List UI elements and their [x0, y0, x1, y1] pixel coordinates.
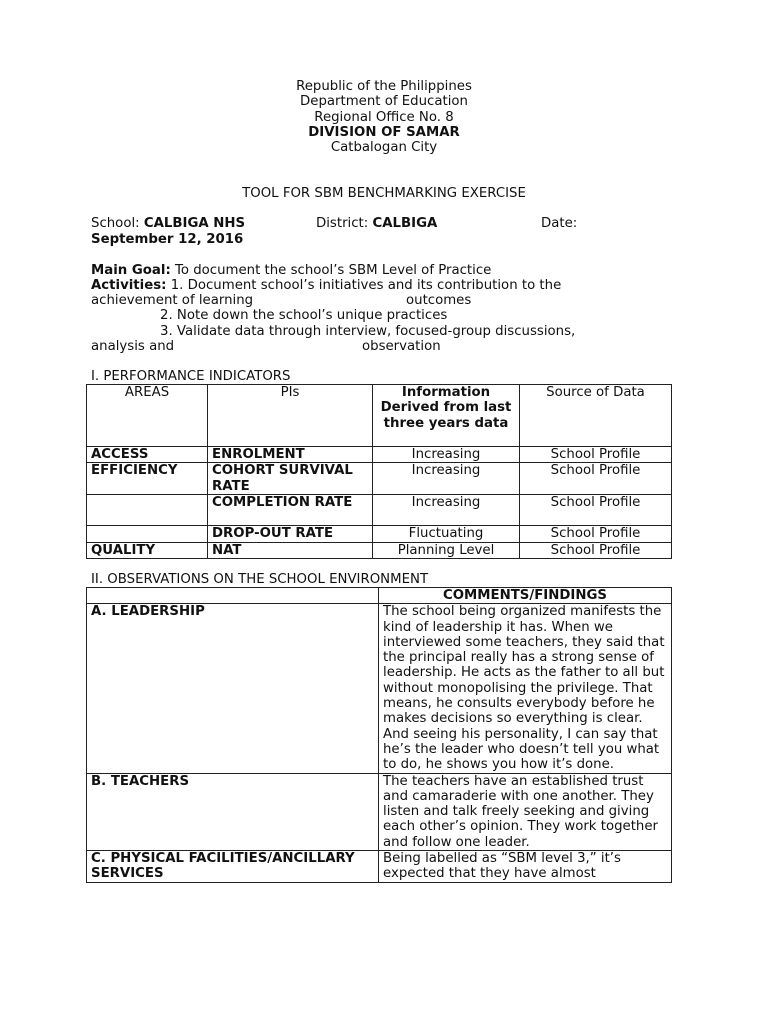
header-city: Catbalogan City [330, 140, 438, 155]
header-republic: Republic of the Philippines [296, 79, 472, 94]
observation-area: C. PHYSICAL FACILITIES/ANCILLARY SERVICES [87, 851, 379, 883]
area-cell: ACCESS [87, 447, 208, 463]
school-field [91, 216, 245, 231]
source-cell: School Profile [520, 526, 672, 542]
pi-cell: NAT [208, 542, 373, 558]
district-label: District: [316, 216, 373, 231]
header-division: DIVISION OF SAMAR [308, 125, 460, 140]
source-cell: School Profile [520, 463, 672, 495]
observation-finding: The school being organized manifests the kind of leadership it has. When we interviewed some teachers, they said that the principal really has a strong sense of leadership. He acts as the father to all but without monopolising the privilege. That means, he consults everybody before he makes decisions so everything is clear. And seeing his personality, I can say that he’s the leader who doesn’t tell you what to do, he shows you how it’s done. [379, 604, 672, 773]
info-cell: Increasing [373, 463, 520, 495]
table-header-row [87, 385, 672, 447]
header-information: Information Derived from last three years data [373, 385, 520, 447]
observation-finding: The teachers have an established trust and camaraderie with one another. They listen and talk freely seeking and giving each other’s opinion. They work together and follow one leader. [379, 773, 672, 850]
date-value: September 12, 2016 [91, 232, 244, 247]
header-comments: COMMENTS/FINDINGS [379, 588, 672, 604]
source-cell: School Profile [520, 447, 672, 463]
activity-1-end: outcomes [406, 293, 472, 308]
table-row [87, 851, 672, 883]
section-1-heading: I. PERFORMANCE INDICATORS [91, 369, 291, 384]
activity-2: 2. Note down the school’s unique practices [160, 308, 448, 323]
observation-finding: Being labelled as “SBM level 3,” it’s expected that they have almost [379, 851, 672, 883]
header-department: Department of Education [300, 94, 468, 109]
pi-cell: ENROLMENT [208, 447, 373, 463]
performance-indicators-table [86, 384, 672, 559]
header-blank [87, 588, 379, 604]
pi-cell: DROP-OUT RATE [208, 526, 373, 542]
info-cell: Planning Level [373, 542, 520, 558]
header-source: Source of Data [520, 385, 672, 447]
district-value: CALBIGA [372, 216, 438, 231]
header-areas: AREAS [87, 385, 208, 447]
pi-cell: COHORT SURVIVAL RATE [208, 463, 373, 495]
source-cell: School Profile [520, 542, 672, 558]
table-row [87, 526, 672, 542]
district-field [316, 216, 437, 231]
activity-3-end: observation [362, 339, 441, 354]
info-cell: Fluctuating [373, 526, 520, 542]
pi-cell: COMPLETION RATE [208, 495, 373, 526]
header-regional-office: Regional Office No. 8 [314, 110, 454, 125]
header-pis: PIs [208, 385, 373, 447]
observations-table [86, 587, 672, 883]
main-goal [91, 263, 491, 278]
activity-3-cont: analysis and [91, 339, 175, 354]
info-cell: Increasing [373, 495, 520, 526]
section-2-heading: II. OBSERVATIONS ON THE SCHOOL ENVIRONMENT [91, 572, 429, 587]
area-cell: QUALITY [87, 542, 208, 558]
table-row [87, 542, 672, 558]
area-cell: EFFICIENCY [87, 463, 208, 495]
main-goal-label: Main Goal: [91, 263, 171, 278]
main-goal-text: To document the school’s SBM Level of Practice [170, 263, 492, 278]
area-cell [87, 526, 208, 542]
activities-label: Activities: [91, 278, 167, 293]
area-cell [87, 495, 208, 526]
table-row [87, 463, 672, 495]
observation-area: A. LEADERSHIP [87, 604, 379, 773]
observation-area: B. TEACHERS [87, 773, 379, 850]
activity-1-text: 1. Document school’s initiatives and its contribution to the [166, 278, 562, 293]
activity-3: 3. Validate data through interview, focused-group discussions, [160, 324, 576, 339]
table-row [87, 495, 672, 526]
activity-1-cont: achievement of learning [91, 293, 254, 308]
table-header-row [87, 588, 672, 604]
table-row [87, 447, 672, 463]
document-title: TOOL FOR SBM BENCHMARKING EXERCISE [242, 186, 526, 201]
activities-line [91, 278, 561, 293]
date-label: Date: [541, 216, 578, 231]
info-cell: Increasing [373, 447, 520, 463]
table-row [87, 773, 672, 850]
source-cell: School Profile [520, 495, 672, 526]
school-value: CALBIGA NHS [143, 216, 246, 231]
table-row [87, 604, 672, 773]
school-label: School: [91, 216, 144, 231]
